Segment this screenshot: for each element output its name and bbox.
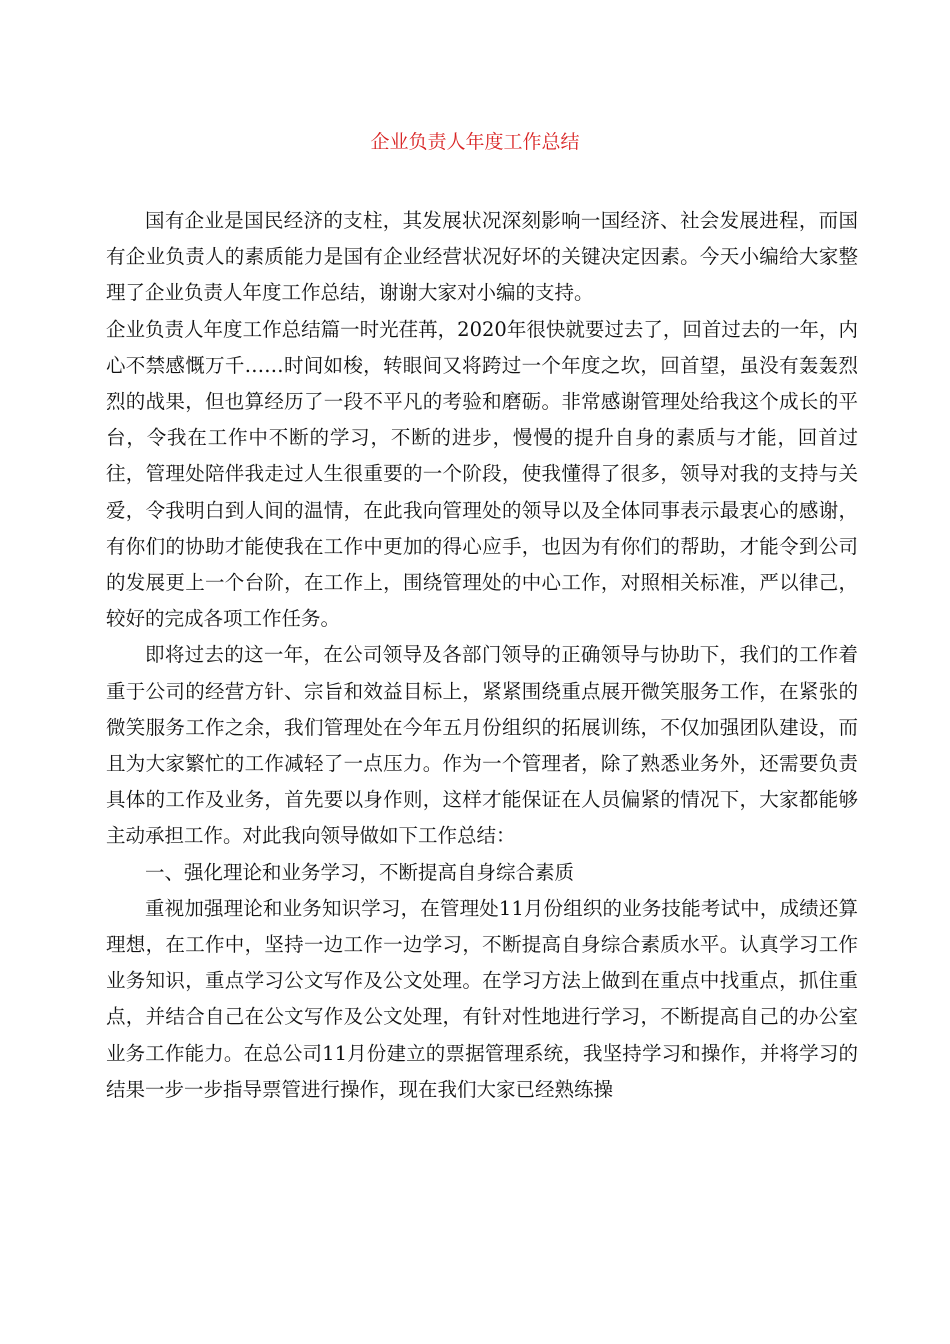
document-body [106, 203, 858, 1108]
paragraph-summary-part-one: 企业负责人年度工作总结篇一时光荏苒，2020年很快就要过去了，回首过去的一年，内心不禁感慨万千……时间如梭，转眼间又将跨过一个年度之坎，回首望，虽没有轰轰烈烈的战果，但也算经历了一段不平凡的考验和磨砺。非常感谢管理处给我这个成长的平台，令我在工作中不断的学习，不断的进步，慢慢的提升自身的素质与才能，回首过往，管理处陪伴我走过人生很重要的一个阶段，使我懂得了很多，领导对我的支持与关爱，令我明白到人间的温情，在此我向管理处的领导以及全体同事表示最衷心的感谢，有你们的协助才能使我在工作中更加的得心应手，也因为有你们的帮助，才能令到公司的发展更上一个台阶，在工作上，围绕管理处的中心工作，对照相关标准，严以律己，较好的完成各项工作任务。 [106, 317, 858, 631]
document-title: 企业负责人年度工作总结 [370, 131, 580, 153]
paragraph-intro: 国有企业是国民经济的支柱，其发展状况深刻影响一国经济、社会发展进程，而国有企业负责人的素质能力是国有企业经营状况好坏的关键决定因素。今天小编给大家整理了企业负责人年度工作总结，谢谢大家对小编的支持。 [106, 209, 858, 305]
paragraph-learning: 重视加强理论和业务知识学习，在管理处11月份组织的业务技能考试中，成绩还算理想，在工作中，坚持一边工作一边学习，不断提高自身综合素质水平。认真学习工作业务知识，重点学习公文写作及公文处理。在学习方法上做到在重点中找重点，抓住重点，并结合自己在公文写作及公文处理，有针对性地进行学习，不断提高自己的办公室业务工作能力。在总公司11月份建立的票据管理系统，我坚持学习和操作，并将学习的结果一步一步指导票管进行操作，现在我们大家已经熟练操 [106, 896, 858, 1101]
paragraph-year-review: 即将过去的这一年，在公司领导及各部门领导的正确领导与协助下，我们的工作着重于公司的经营方针、宗旨和效益目标上，紧紧围绕重点展开微笑服务工作，在紧张的微笑服务工作之余，我们管理处在今年五月份组织的拓展训练，不仅加强团队建设，而且为大家繁忙的工作减轻了一点压力。作为一个管理者，除了熟悉业务外，还需要负责具体的工作及业务，首先要以身作则，这样才能保证在人员偏紧的情况下，大家都能够主动承担工作。对此我向领导做如下工作总结： [106, 643, 858, 848]
section-heading-1: 一、强化理论和业务学习，不断提高自身综合素质 [145, 860, 575, 884]
